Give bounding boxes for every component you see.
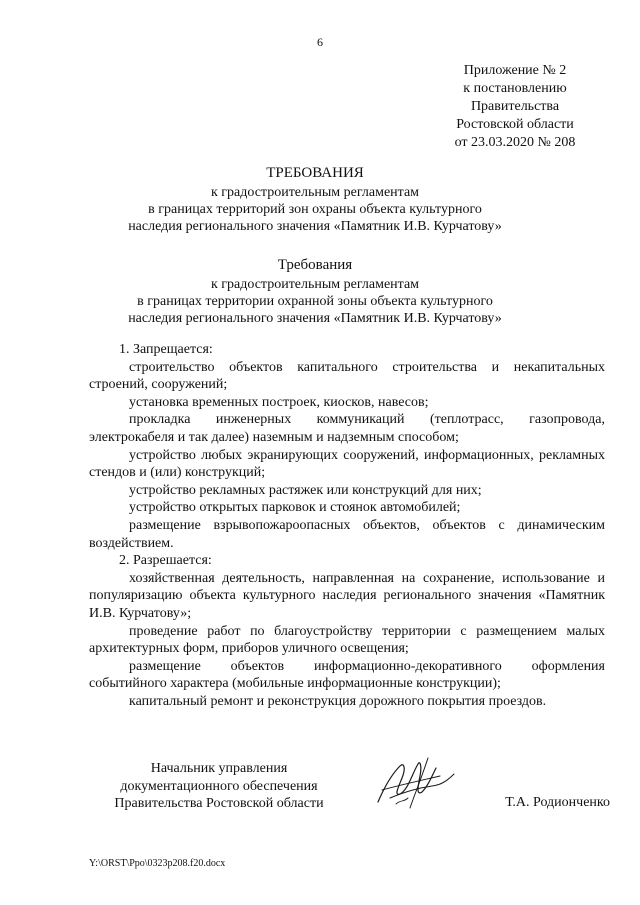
permitted-item: проведение работ по благоустройству территории с размещением малых архитектурных форм, приборов уличного освещения; [89,623,605,657]
prohibited-item: устройство открытых парковок и стоянок автомобилей; [129,500,461,516]
prohibited-item: устройство любых экранирующих сооружений, информационных, рекламных стендов и (или) конструкций; [89,447,605,481]
prohibited-item: устройство рекламных растяжек или конструкций для них; [129,482,482,498]
section-2-title: 2. Разрешается: [119,553,212,569]
signatory-position-line: документационного обеспечения [120,778,318,794]
prohibited-item: установка временных построек, киосков, навесов; [129,394,429,410]
sub-heading-line: к градостроительным регламентам [210,277,420,292]
annex-line: Правительства [470,99,560,114]
annex-line: от 23.03.2020 № 208 [454,135,576,150]
sub-heading-title: Требования [277,257,353,273]
sub-heading-line: наследия регионального значения «Памятник И.В. Курчатову» [128,311,502,326]
sub-heading [80,257,550,327]
page-number: 6 [317,35,323,49]
permitted-item: хозяйственная деятельность, направленная на сохранение, использование и популяризацию объекта культурного наследия регионального значения «Памятник И.В. Курчатову»; [89,570,605,621]
main-heading-line: в границах территорий зон охраны объекта культурного [148,202,482,217]
sub-heading-line: в границах территории охранной зоны объекта культурного [137,294,493,309]
annex-line: Приложение № 2 [463,63,567,78]
main-heading [80,165,550,235]
signatory-position [89,760,349,813]
prohibited-item: прокладка инженерных коммуникаций (теплотрасс, газопровода, электрокабеля и так далее) наземным и надземным способом; [89,412,605,445]
main-heading-title: ТРЕБОВАНИЯ [266,165,364,181]
prohibited-item: строительство объектов капитального строительства и некапитальных строений, сооружений; [89,359,605,393]
file-path: Y:\ORST\Ppo\0323p208.f20.docx [89,858,226,869]
section-1-title: 1. Запрещается: [119,342,213,357]
permitted-item: капитальный ремонт и реконструкция дорожного покрытия проездов. [129,693,547,709]
signatory-position-line: Начальник управления [150,761,288,776]
annex-line: Ростовской области [456,117,574,132]
signatory-name: Т.А. Родионченко [505,795,610,810]
main-heading-line: к градостроительным регламентам [210,185,420,200]
prohibited-item: размещение взрывопожароопасных объектов, объектов с динамическим воздействием. [89,517,605,551]
handwritten-signature [370,752,460,816]
annex-line: к постановлению [463,81,567,96]
signatory-position-line: Правительства Ростовской области [114,796,324,812]
permitted-item: размещение объектов информационно-декоративного оформления событийного характера (мобильные информационные конструкции); [89,658,605,692]
requirements-body [89,341,605,710]
annex-block [440,62,590,152]
main-heading-line: наследия регионального значения «Памятник И.В. Курчатову» [128,219,502,234]
